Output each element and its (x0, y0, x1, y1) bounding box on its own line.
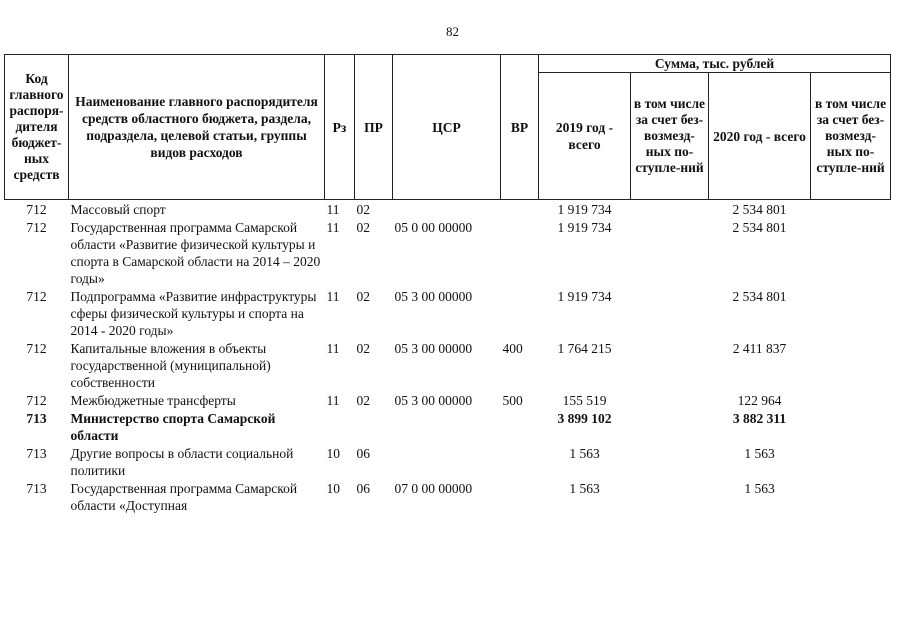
cell-2019-free (631, 287, 709, 339)
cell-2020-total: 2 534 801 (732, 289, 787, 304)
table-row (5, 339, 891, 391)
cell-csr: 07 0 00 00000 (394, 481, 473, 496)
cell-2019-total: 1 764 215 (557, 341, 612, 356)
cell-2020-total: 2 534 801 (732, 202, 787, 217)
cell-code: 712 (26, 393, 47, 408)
cell-2020-free (811, 409, 891, 444)
header-2019-total: 2019 год - всего (539, 73, 631, 200)
cell-2019-total: 1 919 734 (557, 289, 612, 304)
cell-2020-free (811, 391, 891, 409)
cell-name: Государственная программа Самарской области «Развитие физической культуры и спорта в Самарской области на 2014 – 2020 годы» (70, 220, 321, 286)
cell-name: Капитальные вложения в объекты государственной (муниципальной) собственности (70, 341, 271, 390)
header-name: Наименование главного распорядителя средств областного бюджета, раздела, подраздела, целевой статьи, группы видов расходов (69, 55, 325, 200)
budget-table (4, 54, 891, 514)
cell-2019-free (631, 339, 709, 391)
cell-csr (393, 444, 501, 479)
cell-rz: 11 (326, 202, 340, 217)
cell-code: 712 (26, 220, 47, 235)
cell-csr: 05 3 00 00000 (394, 289, 473, 304)
cell-csr (393, 409, 501, 444)
cell-vr (501, 200, 539, 219)
cell-2019-free (631, 409, 709, 444)
header-code: Код главного распоря-дителя бюджет-ных средств (5, 55, 69, 200)
cell-pr: 02 (356, 202, 370, 217)
cell-code: 713 (26, 411, 47, 426)
cell-2019-total: 1 919 734 (557, 220, 612, 235)
table-row (5, 479, 891, 514)
cell-name: Государственная программа Самарской области «Доступная (70, 481, 298, 513)
cell-2019-free (631, 218, 709, 287)
cell-name: Министерство спорта Самарской области (70, 411, 276, 443)
cell-rz: 11 (326, 289, 340, 304)
cell-2019-total: 155 519 (562, 393, 607, 408)
cell-pr: 06 (356, 481, 370, 496)
cell-name: Межбюджетные трансферты (70, 393, 236, 408)
cell-pr: 02 (356, 341, 370, 356)
cell-2019-free (631, 391, 709, 409)
cell-2020-free (811, 287, 891, 339)
cell-vr (501, 444, 539, 479)
header-csr: ЦСР (393, 55, 501, 200)
cell-2020-free (811, 339, 891, 391)
cell-name: Подпрограмма «Развитие инфраструктуры сферы физической культуры и спорта на 2014 - 2020 годы» (70, 289, 317, 338)
page-number: 82 (446, 24, 459, 39)
cell-2020-total: 2 411 837 (732, 341, 787, 356)
cell-2020-total: 1 563 (744, 481, 775, 496)
cell-2020-free (811, 218, 891, 287)
header-2019-free: в том числе за счет без-возмезд-ных по-ступле-ний (631, 73, 709, 200)
cell-rz (325, 409, 355, 444)
cell-rz: 10 (326, 446, 340, 461)
cell-code: 713 (26, 446, 47, 461)
header-sum-group: Сумма, тыс. рублей (539, 55, 891, 73)
cell-2019-total: 1 563 (569, 481, 600, 496)
table-row (5, 409, 891, 444)
cell-pr: 02 (356, 289, 370, 304)
cell-vr: 400 (502, 341, 523, 356)
table-row (5, 287, 891, 339)
header-2020-total: 2020 год - всего (709, 73, 811, 200)
table-body (5, 200, 891, 515)
cell-2019-free (631, 479, 709, 514)
cell-csr: 05 0 00 00000 (394, 220, 473, 235)
cell-vr (501, 479, 539, 514)
cell-2020-free (811, 200, 891, 219)
cell-rz: 10 (326, 481, 340, 496)
table-row (5, 218, 891, 287)
cell-vr: 500 (502, 393, 523, 408)
cell-pr: 06 (356, 446, 370, 461)
cell-code: 712 (26, 341, 47, 356)
cell-csr: 05 3 00 00000 (394, 393, 473, 408)
cell-vr (501, 409, 539, 444)
cell-csr (393, 200, 501, 219)
cell-2020-free (811, 479, 891, 514)
header-vr: ВР (501, 55, 539, 200)
cell-rz: 11 (326, 341, 340, 356)
table-row (5, 200, 891, 219)
cell-2019-total: 1 563 (569, 446, 600, 461)
cell-2019-total: 3 899 102 (557, 411, 612, 426)
cell-code: 713 (26, 481, 47, 496)
cell-2020-total: 2 534 801 (732, 220, 787, 235)
table-row (5, 391, 891, 409)
cell-vr (501, 218, 539, 287)
cell-code: 712 (26, 202, 47, 217)
cell-2019-free (631, 200, 709, 219)
cell-2020-total: 122 964 (737, 393, 782, 408)
header-pr: ПР (355, 55, 393, 200)
table-header (5, 55, 891, 200)
cell-pr: 02 (356, 393, 370, 408)
cell-pr (355, 409, 393, 444)
cell-code: 712 (26, 289, 47, 304)
cell-name: Массовый спорт (70, 202, 166, 217)
table-row (5, 444, 891, 479)
cell-2019-free (631, 444, 709, 479)
cell-2020-total: 1 563 (744, 446, 775, 461)
cell-2020-total: 3 882 311 (732, 411, 787, 426)
cell-name: Другие вопросы в области социальной политики (70, 446, 294, 478)
cell-vr (501, 287, 539, 339)
cell-2019-total: 1 919 734 (557, 202, 612, 217)
cell-csr: 05 3 00 00000 (394, 341, 473, 356)
header-2020-free: в том числе за счет без-возмезд-ных по-ступле-ний (811, 73, 891, 200)
cell-2020-free (811, 444, 891, 479)
header-rz: Рз (325, 55, 355, 200)
cell-rz: 11 (326, 220, 340, 235)
cell-pr: 02 (356, 220, 370, 235)
cell-rz: 11 (326, 393, 340, 408)
